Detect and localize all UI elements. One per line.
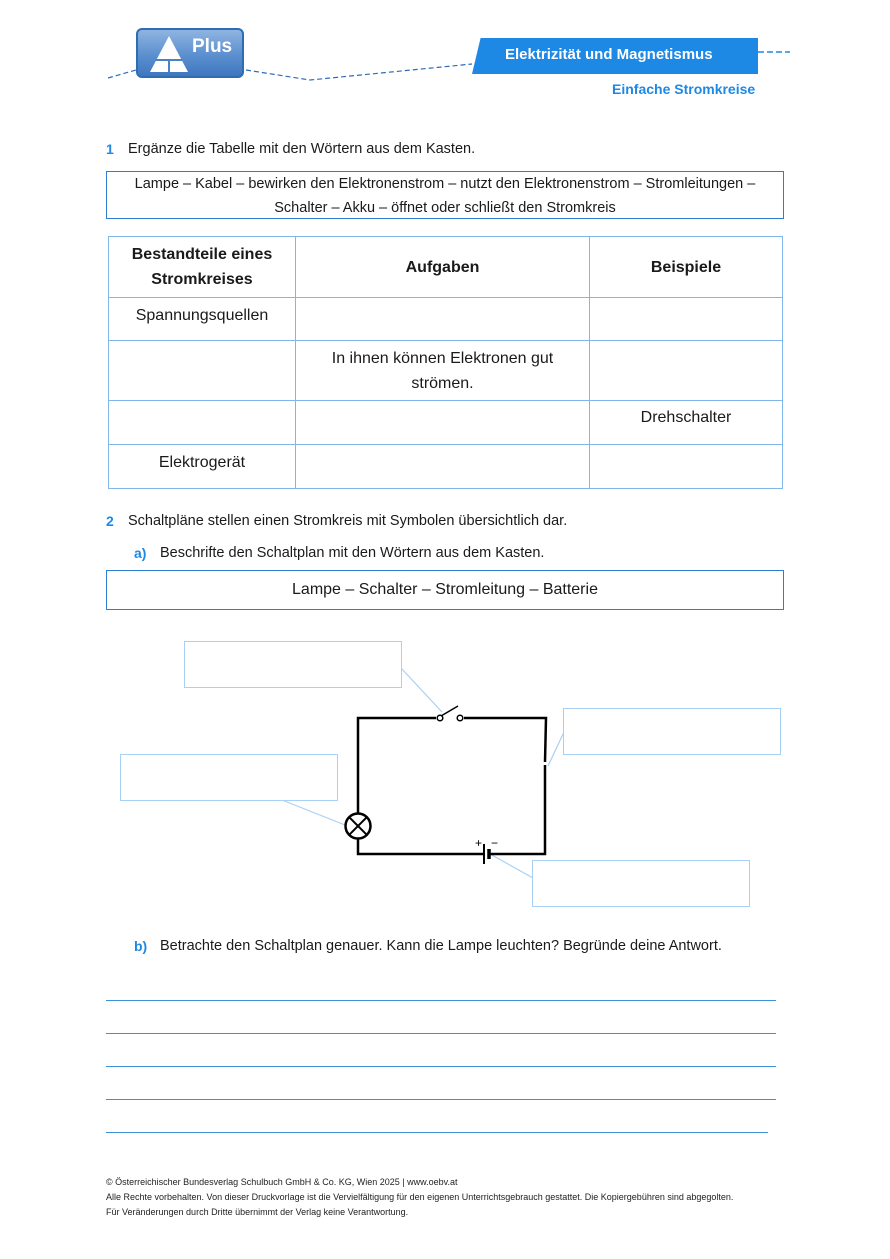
table-row <box>109 401 783 445</box>
topic-subtitle: Einfache Stromkreise <box>612 81 756 97</box>
task2a-instruction: Beschrifte den Schaltplan mit den Wörtern aus dem Kasten. <box>160 545 545 561</box>
table-cell: In ihnen können Elektronen gut strömen. <box>296 341 590 401</box>
header-components: Bestandteile eines Stromkreises <box>109 237 296 298</box>
task2-number: 2 <box>106 513 114 529</box>
battery-symbol <box>475 836 498 864</box>
task1-word-box <box>106 171 784 219</box>
battery-leader-line <box>490 854 533 878</box>
answer-line-5[interactable] <box>106 1132 768 1133</box>
answer-line-1[interactable] <box>106 1000 776 1001</box>
table-cell-input[interactable] <box>296 298 590 341</box>
answer-line-3[interactable] <box>106 1066 776 1067</box>
lamp-leader-line <box>282 800 345 825</box>
footer-copyright: © Österreichischer Bundesverlag Schulbuch GmbH & Co. KG, Wien 2025 | www.oebv.at <box>106 1177 458 1187</box>
battery-plus-sign: + <box>475 836 483 850</box>
footer-rights: Alle Rechte vorbehalten. Von dieser Druckvorlage ist die Vervielfältigung für den eigenen Unterrichtsgebrauch gestattet. Die Kopiergebühren sind abgegolten. <box>106 1192 734 1202</box>
label-box-switch[interactable] <box>184 641 402 688</box>
table-cell-input[interactable] <box>109 401 296 445</box>
task1-number: 1 <box>106 141 114 157</box>
table-row <box>109 298 783 341</box>
table-cell-input[interactable] <box>590 445 783 489</box>
publisher-logo <box>136 28 244 78</box>
switch-symbol <box>437 706 463 721</box>
triangle-logo-icon <box>148 34 190 74</box>
table-cell-input[interactable] <box>296 445 590 489</box>
table-row <box>109 341 783 401</box>
battery-minus-sign: − <box>491 836 499 850</box>
answer-line-4[interactable] <box>106 1099 776 1100</box>
table-cell-input[interactable] <box>296 401 590 445</box>
lamp-symbol <box>346 814 371 839</box>
table-cell-input[interactable] <box>590 298 783 341</box>
header-tasks: Aufgaben <box>296 237 590 298</box>
task2-instruction: Schaltpläne stellen einen Stromkreis mit Symbolen übersichtlich dar. <box>128 513 568 529</box>
task1-instruction: Ergänze die Tabelle mit den Wörtern aus dem Kasten. <box>128 141 476 157</box>
wire-leader-line <box>548 732 564 766</box>
word-box-line-1: Lampe – Kabel – bewirken den Elektronenstrom – nutzt den Elektronenstrom – Stromleitungen – <box>134 176 756 192</box>
table-row <box>109 445 783 489</box>
task2b-label: b) <box>134 938 148 954</box>
task2-word-box: Lampe – Schalter – Stromleitung – Batterie <box>106 570 784 610</box>
logo-text: Plus <box>192 36 233 57</box>
table-cell-input[interactable] <box>109 341 296 401</box>
chapter-title: Elektrizität und Magnetismus <box>505 46 713 63</box>
answer-line-2[interactable] <box>106 1033 776 1034</box>
label-box-battery[interactable] <box>532 860 750 907</box>
table-cell: Elektrogerät <box>109 445 296 489</box>
circuit-wires <box>358 718 546 854</box>
table-cell: Drehschalter <box>590 401 783 445</box>
task2b-instruction: Betrachte den Schaltplan genauer. Kann die Lampe leuchten? Begründe deine Antwort. <box>160 938 722 954</box>
label-box-lamp[interactable] <box>120 754 338 801</box>
label-box-wire[interactable] <box>563 708 781 755</box>
word-box-line-2: Schalter – Akku – öffnet oder schließt den Stromkreis <box>274 200 616 216</box>
footer-disclaimer: Für Veränderungen durch Dritte übernimmt der Verlag keine Verantwortung. <box>106 1207 409 1217</box>
table-cell-input[interactable] <box>590 341 783 401</box>
header-examples: Beispiele <box>590 237 783 298</box>
components-table <box>108 236 783 489</box>
task2a-label: a) <box>134 545 147 561</box>
switch-leader-line <box>401 668 442 712</box>
table-cell: Spannungsquellen <box>109 298 296 341</box>
